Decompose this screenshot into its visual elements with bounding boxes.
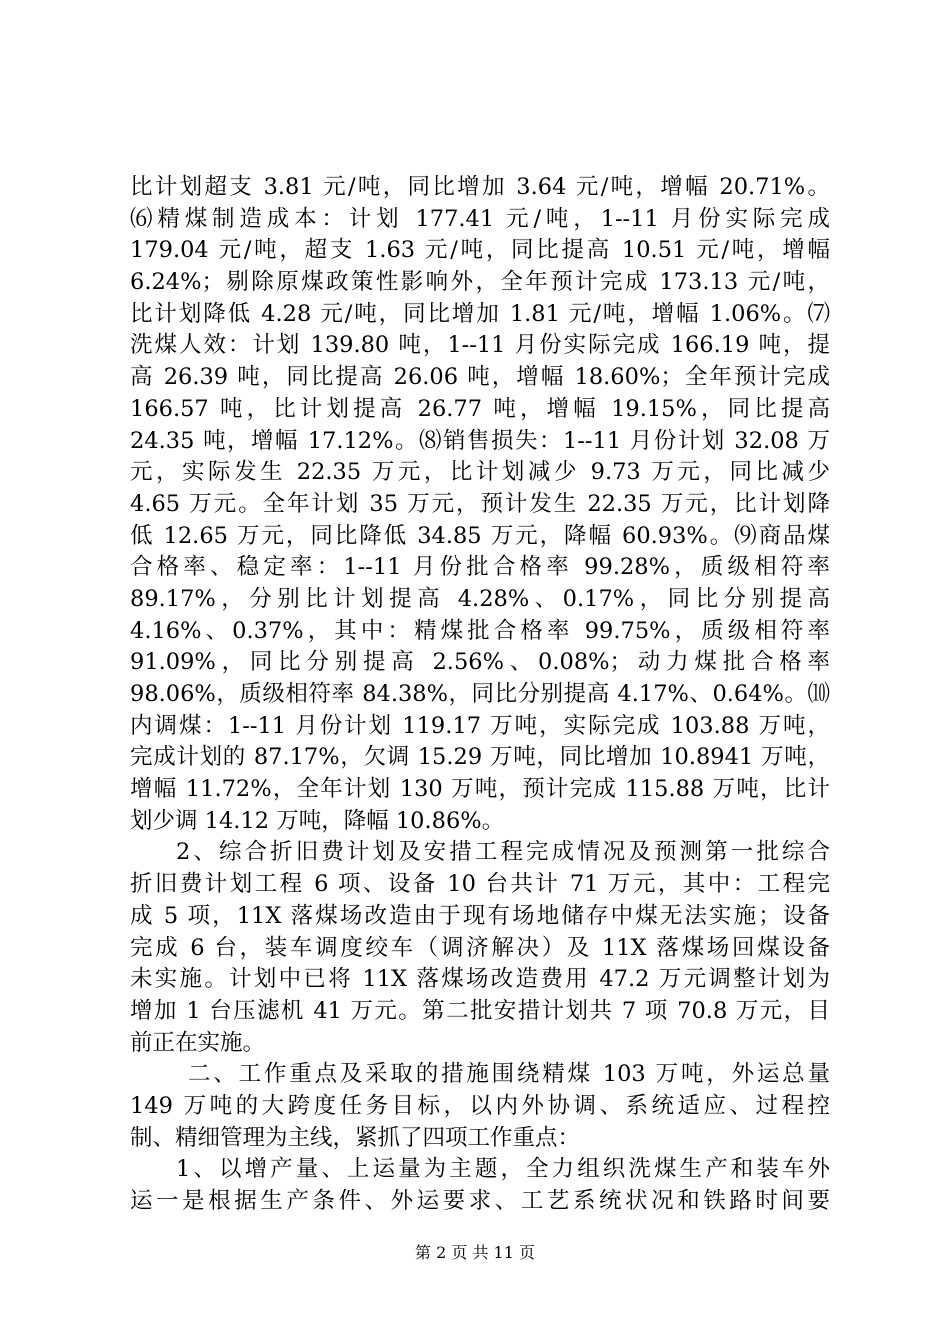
text-line: 二、工作重点及采取的措施围绕精煤 103 万吨，外运总量 (188, 1061, 830, 1088)
text-line: 增幅 11.72%，全年计划 130 万吨，预计完成 115.88 万吨，比计 (130, 776, 830, 803)
text-line: 24.35 吨，增幅 17.12%。⑻销售损失：1--11 月份计划 32.08 万 (130, 427, 830, 454)
text-line: 完成 6 台，装车调度绞车（调济解决）及 11X 落煤场回煤设备 (130, 934, 830, 961)
text-line: 2、综合折旧费计划及安措工程完成情况及预测第一批综合 (176, 839, 830, 866)
text-line: 低 12.65 万元，同比降低 34.85 万元，降幅 60.93%。⑼商品煤 (130, 522, 830, 549)
text-line: 179.04 元/吨，超支 1.63 元/吨，同比提高 10.51 元/吨，增幅 (130, 237, 830, 264)
text-line: 1、以增产量、上运量为主题，全力组织洗煤生产和装车外 (176, 1156, 830, 1183)
text-line: 89.17%，分别比计划提高 4.28%、0.17%，同比分别提高 (130, 585, 830, 612)
text-line: 增加 1 台压滤机 41 万元。第二批安措计划共 7 项 70.8 万元，目 (130, 997, 830, 1024)
text-line: 比计划降低 4.28 元/吨，同比增加 1.81 元/吨，增幅 1.06%。⑺ (130, 300, 830, 327)
text-line: 98.06%，质级相符率 84.38%，同比分别提高 4.17%、0.64%。⑽ (130, 681, 830, 707)
text-line: 4.65 万元。全年计划 35 万元，预计发生 22.35 万元，比计划降 (130, 490, 830, 517)
text-line: 高 26.39 吨，同比提高 26.06 吨，增幅 18.60%；全年预计完成 (130, 364, 830, 391)
text-line: 元，实际发生 22.35 万元，比计划减少 9.73 万元，同比减少 (130, 459, 830, 486)
text-line: 洗煤人效：计划 139.80 吨，1--11 月份实际完成 166.19 吨，提 (130, 332, 830, 359)
document-body (130, 172, 830, 1218)
page-number-footer: 第 2 页 共 11 页 (415, 1243, 535, 1262)
text-line: 前正在实施。 (130, 1029, 266, 1056)
text-line: 6.24%；剔除原煤政策性影响外，全年预计完成 173.13 元/吨， (130, 269, 830, 296)
text-line: ⑹精煤制造成本：计划 177.41 元/吨，1--11 月份实际完成 (130, 205, 830, 232)
text-line: 比计划超支 3.81 元/吨，同比增加 3.64 元/吨，增幅 20.71%。 (130, 174, 830, 200)
text-line: 制、精细管理为主线，紧抓了四项工作重点： (130, 1124, 581, 1151)
text-line: 未实施。计划中已将 11X 落煤场改造费用 47.2 万元调整计划为 (130, 966, 830, 993)
text-line: 166.57 吨，比计划提高 26.77 吨，增幅 19.15%，同比提高 (130, 395, 830, 422)
text-line: 运一是根据生产条件、外运要求、工艺系统状况和铁路时间要 (130, 1188, 830, 1214)
text-line: 划少调 14.12 万吨，降幅 10.86%。 (130, 807, 505, 834)
text-line: 合格率、稳定率：1--11 月份批合格率 99.28%，质级相符率 (130, 554, 830, 581)
text-line: 内调煤：1--11 月份计划 119.17 万吨，实际完成 103.88 万吨， (130, 712, 830, 739)
text-line: 完成计划的 87.17%，欠调 15.29 万吨，同比增加 10.8941 万吨， (130, 744, 830, 771)
text-line: 4.16%、0.37%，其中：精煤批合格率 99.75%，质级相符率 (130, 617, 830, 644)
text-line: 91.09%，同比分别提高 2.56%、0.08%；动力煤批合格率 (130, 649, 830, 676)
text-line: 149 万吨的大跨度任务目标，以内外协调、系统适应、过程控 (130, 1092, 830, 1119)
text-line: 成 5 项，11X 落煤场改造由于现有场地储存中煤无法实施；设备 (130, 902, 830, 929)
text-line: 折旧费计划工程 6 项、设备 10 台共计 71 万元，其中：工程完 (130, 871, 830, 898)
